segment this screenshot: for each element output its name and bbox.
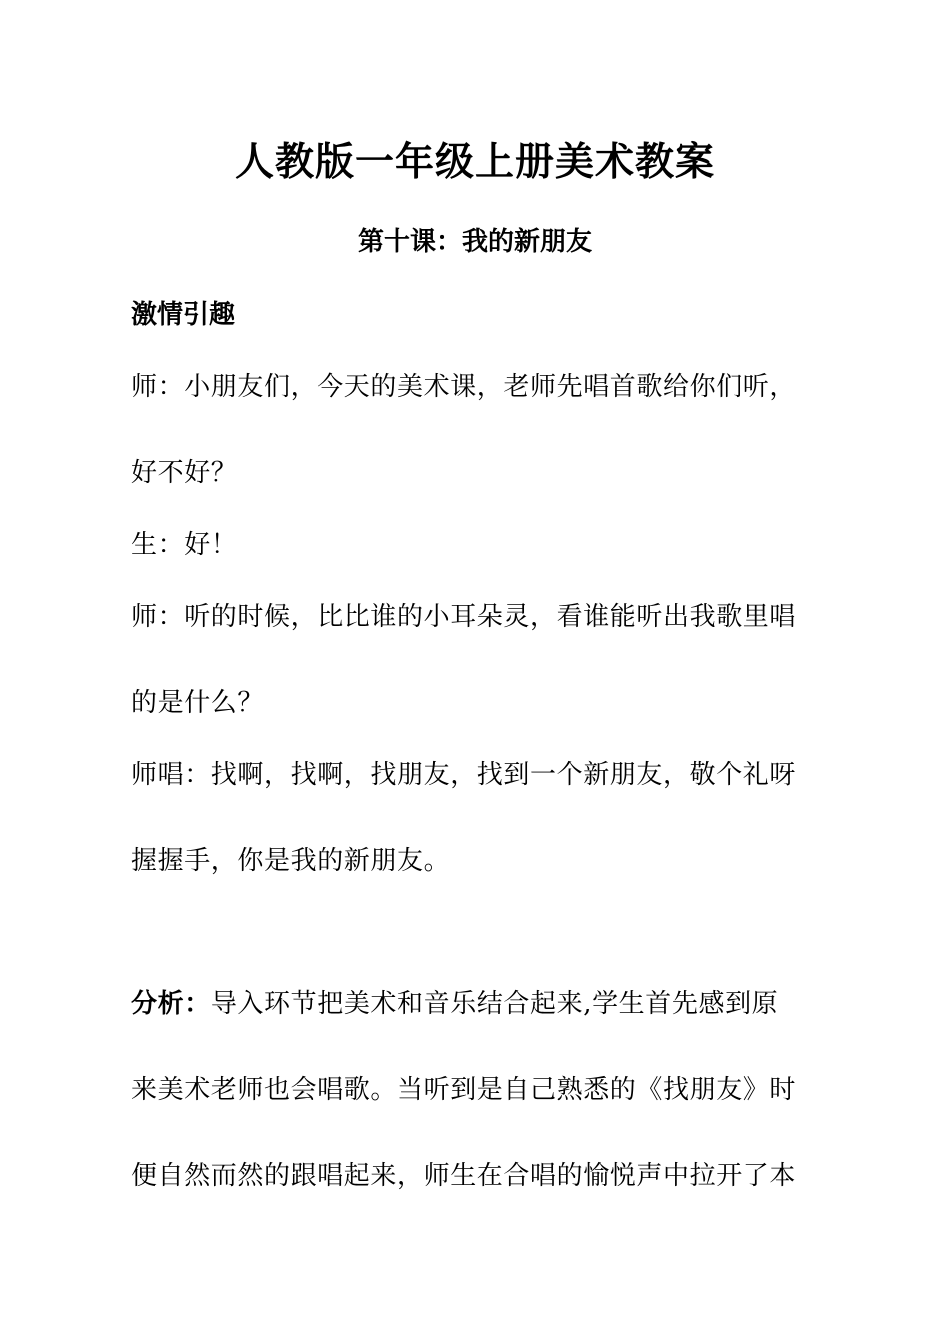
analysis-label: 分析： <box>131 989 211 1019</box>
dialogue-line-1: 师：小朋友们，今天的美术课，老师先唱首歌给你们听， <box>131 372 797 402</box>
analysis-line-2: 来美术老师也会唱歌。当听到是自己熟悉的《找朋友》时 <box>131 1075 797 1105</box>
dialogue-line-4: 师：听的时候，比比谁的小耳朵灵，看谁能听出我歌里唱 <box>131 602 797 632</box>
analysis-line-1 <box>131 986 831 1022</box>
dialogue-line-6: 师唱：找啊，找啊，找朋友，找到一个新朋友，敬个礼呀 <box>131 760 797 790</box>
lesson-subtitle: 第十课：我的新朋友 <box>357 227 592 257</box>
section-heading: 激情引趣 <box>131 300 236 330</box>
document-title: 人教版一年级上册美术教案 <box>234 139 715 185</box>
dialogue-line-7: 握握手，你是我的新朋友。 <box>131 846 451 876</box>
analysis-line-3: 便自然而然的跟唱起来，师生在合唱的愉悦声中拉开了本 <box>131 1161 797 1191</box>
analysis-text-1: 导入环节把美术和音乐结合起来,学生首先感到原 <box>210 989 779 1019</box>
dialogue-line-5: 的是什么？ <box>131 688 265 718</box>
dialogue-line-2: 好不好？ <box>131 458 238 488</box>
dialogue-line-3: 生：好！ <box>131 530 238 560</box>
